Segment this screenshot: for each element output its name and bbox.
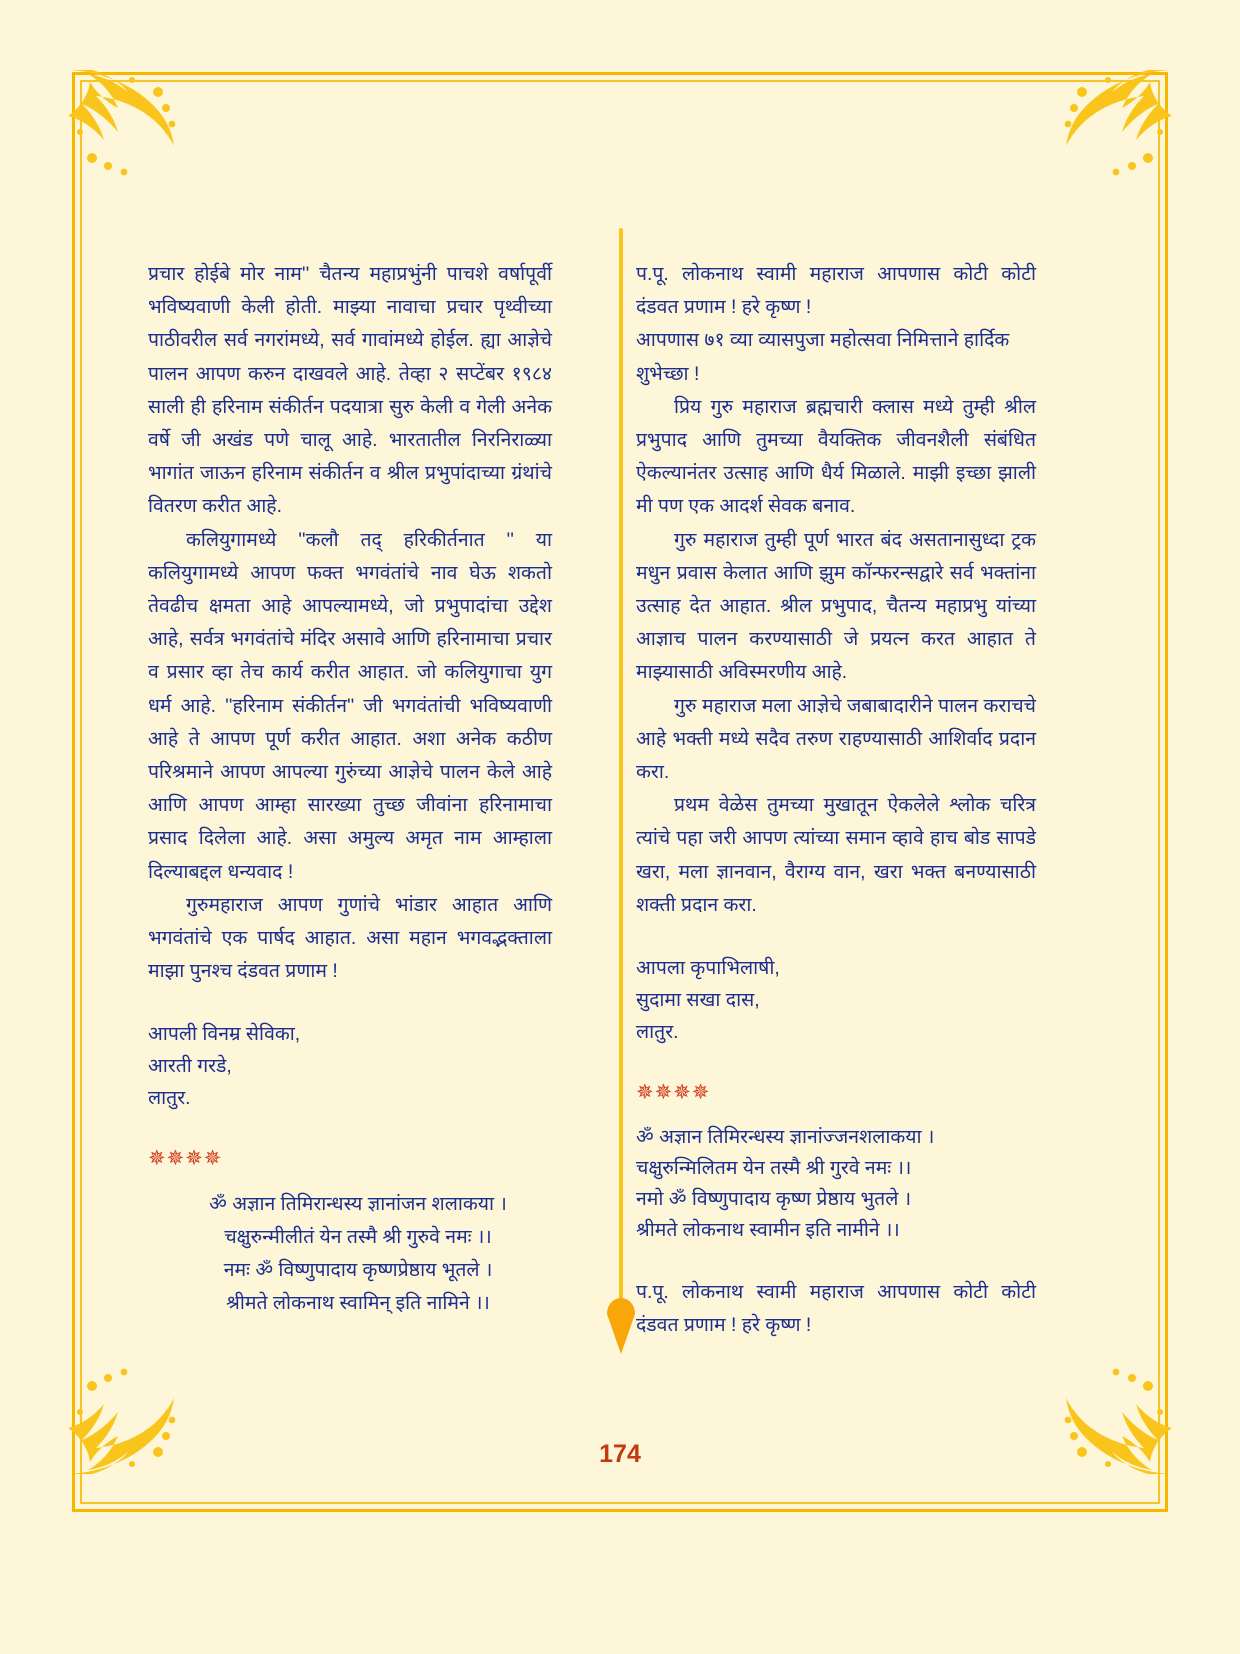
spacer [148,1114,552,1144]
signature-line: लातुर. [148,1087,191,1110]
signature-block [636,952,1036,1048]
spacer [148,988,552,1018]
spacer [636,922,1036,952]
verse-line: श्रीमते लोकनाथ स्वामिन् इति नामिने ।। [226,1292,490,1315]
verse-line: ॐ अज्ञान तिमिरान्धस्य ज्ञानांजन शलाकया । [209,1193,507,1216]
page-number: 174 [599,1440,641,1468]
signature-line: लातुर. [636,1021,679,1044]
verse-line: चक्षुरुन्मीलीतं येन तस्मै श्री गुरुवे नमः ।। [224,1226,492,1249]
verse-line: ॐ अज्ञान तिमिरन्धस्य ज्ञानांज्जनशलाकया । [636,1126,935,1149]
verse-block [636,1122,1036,1246]
left-text-column [148,258,552,1320]
spacer [636,1246,1036,1276]
signature-line: आपली विनम्र सेविका, [148,1023,301,1046]
paragraph: गुरु महाराज मला आज्ञेचे जबाबादारीने पालन कराचचे आहे भक्ती मध्ये सदैव तरुण राहण्यासाठी आशिर्वाद प्रदान करा. [636,694,1036,784]
paragraph: कलियुगामध्ये ''कलौ तद् हरिकीर्तनात '' या कलियुगामध्ये आपण फक्त भगवंतांचे नाव घेऊ शकतो तेवढीच क्षमता आहे आपल्यामध्ये, जो प्रभुपादांचा उद्देश आहे, सर्वत्र भगवंतांचे मंदिर असावे आणि हरिनामाचा प्रचार व प्रसार व्हा तेच कार्य करीत आहात. जो कलियुगाचा युग धर्म आहे. ''हरिनाम संकीर्तन'' जी भगवंतांची भविष्यवाणी आहे ते आपण पूर्ण करीत आहात. अशा अनेक कठीण परिश्रमाने आपण आपल्या गुरुंच्या आज्ञेचे पालन केले आहे आणि आपण आम्हा सारख्या तुच्छ जीवांना हरिनामाचा प्रसाद दिलेला आहे. असा अमुल्य अमृत नाम आम्हाला दिल्याबद्दल धन्यवाद ! [148,528,552,883]
verse-line: नमो ॐ विष्णुपादाय कृष्ण प्रेष्ठाय भुतले । [636,1188,912,1211]
paragraph: प.पू. लोकनाथ स्वामी महाराज आपणास कोटी कोटी दंडवत प्रणाम ! हरे कृष्ण ! [636,263,1036,319]
verse-line: श्रीमते लोकनाथ स्वामीन इति नामीने ।। [636,1219,900,1242]
star-divider: ✵✵✵✵ [636,1081,711,1105]
signature-line: सुदामा सखा दास, [636,989,760,1012]
verse-line: चक्षुरुन्मिलितम येन तस्मै श्री गुरवे नमः ।। [636,1157,912,1180]
spacer [636,1048,1036,1078]
signature-block [148,1018,552,1114]
signature-line: आरती गरडे, [148,1055,232,1078]
star-divider: ✵✵✵✵ [148,1147,223,1171]
paragraph: आपणास ७१ व्या व्यासपुजा महोत्सवा निमित्ताने हार्दिक शुभेच्छा ! [636,329,1010,385]
right-text-column [636,258,1036,1342]
verse-block [148,1188,552,1320]
spacer [636,1108,1036,1122]
spacer [148,1174,552,1188]
divider-arrow-icon [604,1298,638,1354]
signature-line: आपला कृपाभिलाषी, [636,957,780,980]
paragraph: प्रथम वेळेस तुमच्या मुखातून ऐकलेले श्लोक चरित्र त्यांचे पहा जरी आपण त्यांच्या समान व्हावे हाच बोड सापडे खरा, मला ज्ञानवान, वैराग्य वान, खरा भक्त बनण्यासाठी शक्ती प्रदान करा. [636,794,1036,916]
paragraph: गुरु महाराज तुम्ही पूर्ण भारत बंद असतानासुध्दा ट्रक मधुन प्रवास केलात आणि झुम कॉन्फरन्सद्वारे सर्व भक्तांना उत्साह देत आहात. श्रील प्रभुपाद, चैतन्य महाप्रभु यांच्या आज्ञाच पालन करण्यासाठी जे प्रयत्न करत आहात ते माझ्यासाठी अविस्मरणीय आहे. [636,528,1036,684]
paragraph: प्रिय गुरु महाराज ब्रह्मचारी क्लास मध्ये तुम्ही श्रील प्रभुपाद आणि तुमच्या वैयक्तिक जीवनशैली संबंधित ऐकल्यानंतर उत्साह आणि धैर्य मिळाले. माझी इच्छा झाली मी पण एक आदर्श सेवक बनाव. [636,395,1036,518]
paragraph: गुरुमहाराज आपण गुणांचे भांडार आहात आणि भगवंतांचे एक पार्षद आहात. असा महान भगवद्भक्ताला माझा पुनश्च दंडवत प्रणाम ! [148,893,552,983]
verse-line: नमः ॐ विष्णुपादाय कृष्णप्रेष्ठाय भूतले । [223,1259,493,1282]
paragraph: प्रचार होईबे मोर नाम'' चैतन्य महाप्रभुंनी पाचशे वर्षापूर्वी भविष्यवाणी केली होती. माझ्या नावाचा प्रचार पृथ्वीच्या पाठीवरील सर्व नगरांमध्ये, सर्व गावांमध्ये होईल. ह्या आज्ञेचे पालन आपण करुन दाखवले आहे. तेव्हा २ सप्टेंबर १९८४ साली ही हरिनाम संकीर्तन पदयात्रा सुरु केली व गेली अनेक वर्षे जी अखंड पणे चालू आहे. भारतातील निरनिराळ्या भागांत जाऊन हरिनाम संकीर्तन व श्रील प्रभुपांदाच्या ग्रंथांचे वितरण करीत आहे. [148,263,552,518]
closing-paragraph: प.पू. लोकनाथ स्वामी महाराज आपणास कोटी कोटी दंडवत प्रणाम ! हरे कृष्ण ! [636,1281,1036,1337]
column-divider [619,228,623,1306]
